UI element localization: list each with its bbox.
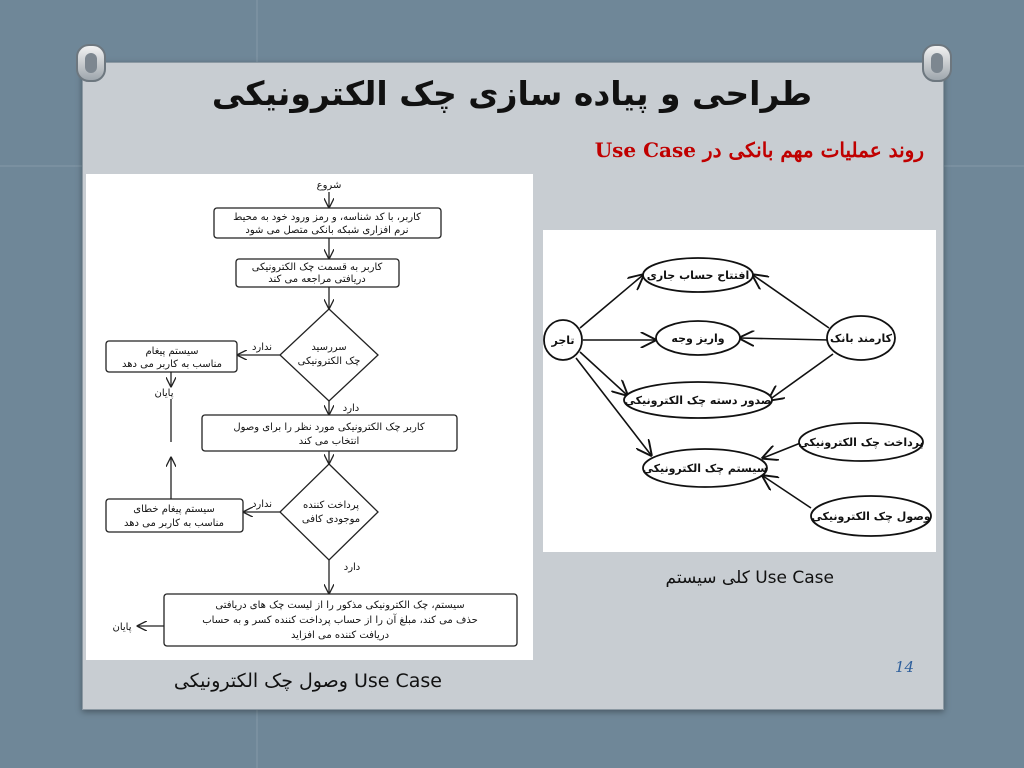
flow-no-label: ندارد — [251, 342, 273, 353]
flowchart-diagram — [86, 174, 533, 660]
flow-yes-label: دارد — [342, 403, 360, 414]
flow-text: مناسب به کاربر می دهد — [121, 359, 223, 370]
flow-text: چک الکترونیکی — [297, 356, 361, 367]
flow-text: سیستم پیغام — [145, 346, 199, 357]
uc-label: صدور دسته چک الکترونیکی — [624, 394, 772, 407]
flow-end-label: پایان — [112, 622, 132, 633]
flow-text: موجودی کافی — [301, 514, 361, 525]
flow-text: سررسید — [311, 342, 347, 353]
uc-arrow — [763, 476, 811, 508]
uc-arrow — [580, 275, 643, 328]
flow-text: انتخاب می کند — [298, 436, 360, 447]
flow-decision-due — [280, 309, 378, 401]
flow-text: حذف می کند، مبلغ آن را از حساب پرداخت کننده کسر و به حساب — [202, 615, 478, 626]
flow-decision-balance — [280, 464, 378, 560]
uc-label: واریز وجه — [671, 332, 725, 345]
flow-text: کاربر، با کد شناسه، و رمز ورود خود به محیط — [233, 212, 421, 223]
flow-text: کاربر به قسمت چک الکترونیکی — [251, 262, 383, 273]
flow-text: کاربر چک الکترونیکی مورد نظر را برای وصول — [233, 422, 425, 433]
uc-arrow — [763, 442, 803, 458]
uc-label: سیستم چک الکترونیکی — [642, 462, 768, 475]
flow-yes-label: دارد — [343, 562, 361, 573]
usecase-diagram — [543, 230, 936, 552]
flow-text: پرداخت کننده — [303, 500, 359, 511]
uc-label: کارمند بانک — [830, 332, 892, 345]
usecase-panel — [543, 230, 936, 552]
flow-text: دریافتی مراجعه می کند — [268, 274, 366, 285]
uc-arrow — [753, 275, 829, 328]
flow-text: نرم افزاری شبکه بانکی متصل می شود — [245, 225, 409, 236]
flowchart-caption: Use Case وصول چک الکترونیکی — [173, 670, 442, 692]
uc-label: پرداخت چک الکترونیکی — [798, 436, 924, 449]
flow-no-label: ندارد — [251, 499, 273, 510]
flow-text: مناسب به کاربر می دهد — [123, 518, 225, 529]
page-title: طراحی و پیاده سازی چک الکترونیکی — [211, 74, 813, 113]
uc-label: افتتاح حساب جاری — [646, 269, 750, 282]
page-number: 14 — [895, 658, 915, 676]
flowchart-panel — [86, 174, 533, 660]
uc-label: تاجر — [551, 334, 575, 347]
uc-arrow — [769, 354, 833, 400]
flow-text: سیستم، چک الکترونیکی مذکور را از لیست چک های دریافتی — [215, 600, 465, 611]
uc-arrow — [740, 338, 829, 340]
flow-end-label: پایان — [154, 388, 174, 399]
usecase-caption: Use Case کلی سیستم — [665, 568, 834, 588]
flow-text: سیستم پیغام خطای — [133, 504, 215, 515]
uc-label: وصول چک الکترونیکی — [811, 510, 931, 523]
flow-start-label: شروع — [316, 180, 342, 191]
page-subtitle: روند عملیات مهم بانکی در Use Case — [594, 138, 924, 162]
flow-text: دریافت کننده می افزاید — [290, 630, 390, 641]
